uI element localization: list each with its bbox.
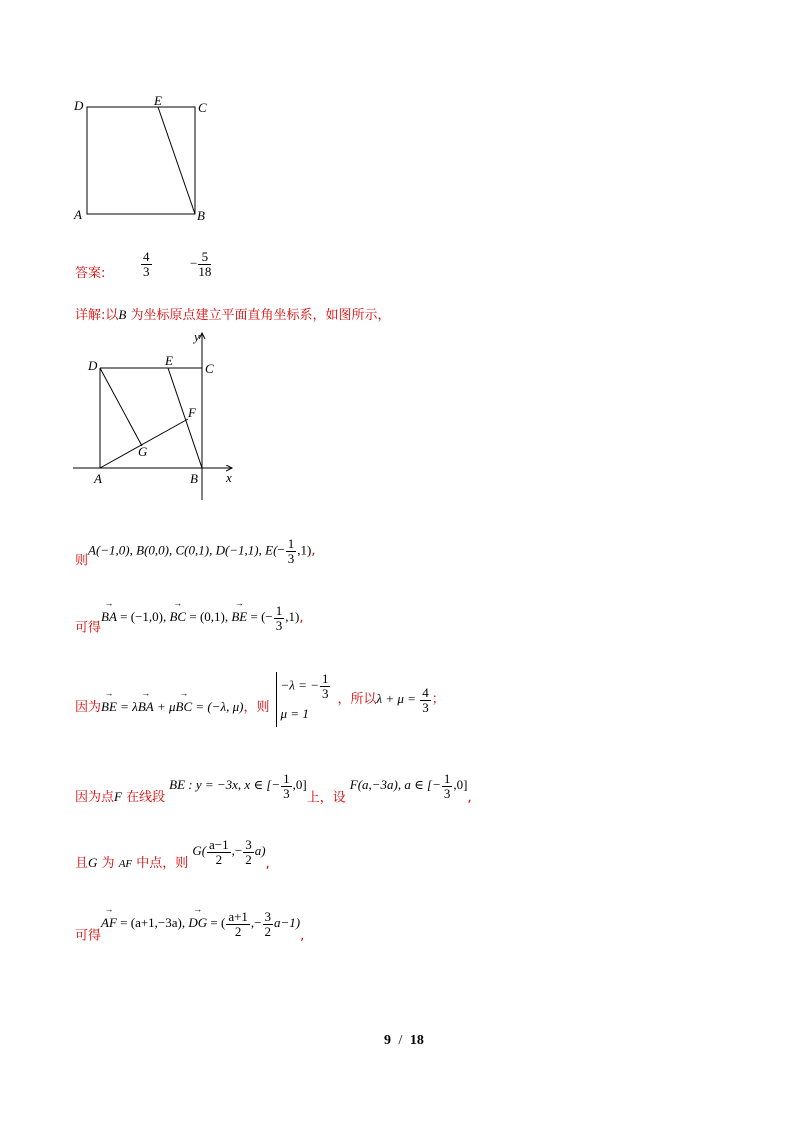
label-x: x — [226, 470, 232, 485]
l3-mid: ，则 — [243, 700, 270, 716]
l6-comma: ,− — [250, 915, 262, 931]
l5-f2-den: 2 — [245, 852, 252, 867]
l6-a: = (a+1,−3a), — [116, 915, 189, 931]
step-coordinates: $_则$A(−1,0), B(0,0), C(0,1), D(−1,1), E(− $\frac{1}{3}$ ,1), — [75, 536, 316, 569]
intro-b: B — [118, 307, 127, 322]
l5-tail: a) — [254, 843, 266, 859]
page-number — [384, 1033, 424, 1049]
l3-suffix: ； — [431, 692, 445, 708]
vec-ba: → BA — [101, 609, 117, 625]
l4-f: F — [114, 789, 122, 805]
answer-2-sign: − — [190, 255, 198, 271]
l4-frac-num: 1 — [283, 771, 290, 786]
label-e: E — [154, 93, 162, 108]
segment-eb — [168, 368, 202, 468]
answer-1-num: 4 — [143, 249, 150, 264]
l1-frac-num: 1 — [287, 536, 295, 551]
label-c: C — [198, 100, 207, 115]
segment-eb — [158, 107, 195, 214]
label-b: B — [190, 471, 198, 486]
square-outline — [87, 107, 195, 214]
equation-system — [276, 672, 332, 727]
segment-dg — [100, 368, 142, 446]
l3-res: λ + μ = — [376, 691, 420, 707]
l4-tail: ,0] — [292, 777, 307, 793]
sys1: −λ = − — [280, 677, 319, 693]
l5-comma: ,− — [231, 843, 243, 859]
label-b: B — [197, 208, 205, 223]
l2-prefix: 可得 — [75, 620, 102, 636]
sys1-den: 3 — [321, 686, 329, 701]
answer-value-2 — [190, 250, 212, 279]
l2-frac-den: 3 — [275, 618, 283, 633]
l5-af: AF — [118, 858, 133, 871]
square-figure — [70, 92, 220, 227]
label-d: D — [74, 98, 84, 113]
label-g: G — [138, 444, 148, 459]
l3-prefix: 因为 — [75, 700, 102, 716]
vec-bc: → BC — [176, 699, 193, 715]
l6-prefix: 可得 — [75, 928, 102, 944]
label-c: C — [205, 361, 214, 376]
l2-suffix: , — [299, 610, 304, 626]
l2-d: = (0,1), — [186, 609, 232, 625]
label-f: F — [188, 405, 196, 420]
l4-math: BE : y = −3x, x ∈ [− — [169, 777, 281, 793]
step-midpoint-g — [75, 838, 270, 871]
l2-b: = (−1,0), — [116, 609, 170, 625]
l1-prefix: 则 — [75, 553, 89, 569]
l6-b: = ( — [207, 915, 226, 931]
answer-value-1 — [140, 250, 153, 279]
l3-res-num: 4 — [422, 684, 429, 700]
answer-label: 答案: — [75, 266, 106, 281]
l1-frac-den: 3 — [287, 551, 295, 566]
l4-math2: F(a,−3a), a ∈ [− — [349, 777, 441, 793]
step-vectors-af-dg — [75, 910, 304, 943]
l6-suffix: , — [300, 928, 305, 944]
l1-math: A(−1,0), B(0,0), C(0,1), D(−1,1), E( — [88, 542, 278, 558]
label-d: D — [88, 358, 98, 373]
l5-mid2: 中点，则 — [136, 856, 189, 872]
l2-f: = (− — [247, 609, 273, 625]
sys1-num: 1 — [321, 671, 329, 686]
l5-mid: 为 — [101, 856, 115, 872]
l3-b: = λ — [116, 699, 138, 715]
l5-prefix: 且 — [75, 856, 89, 872]
intro-prefix: 详解:以 — [75, 308, 119, 323]
l6-f1-num: a+1 — [228, 909, 248, 924]
step-point-f — [75, 772, 472, 805]
l4-mid: 在线段 — [126, 790, 166, 806]
sys2: μ = 1 — [280, 706, 309, 721]
l4-frac2-num: 1 — [443, 771, 451, 786]
l2-tail: ,1) — [285, 609, 300, 625]
vec-af: → AF — [101, 915, 117, 931]
page-current: 9 — [384, 1033, 391, 1048]
answer-2-den: 18 — [198, 264, 212, 279]
l6-f2-den: 2 — [264, 924, 272, 939]
l5-g: G — [88, 855, 98, 871]
l4-tail2: ,0] — [453, 777, 468, 793]
answer-2-num: 5 — [198, 250, 211, 265]
l5-f1-den: 2 — [215, 852, 223, 867]
vec-be: → BE — [101, 699, 117, 715]
label-e: E — [165, 353, 173, 368]
intro-suffix: 为坐标原点建立平面直角坐标系，如图所示， — [130, 308, 391, 323]
l4-frac2-den: 3 — [443, 786, 451, 801]
l5-math: G( — [192, 843, 207, 859]
vec-ba: → BA — [138, 699, 154, 715]
l3-f: = (−λ, μ) — [192, 699, 244, 715]
l5-f1-num: a−1 — [209, 837, 229, 852]
label-a: A — [74, 207, 82, 222]
l4-mid2: 上，设 — [306, 790, 346, 806]
answer-1-den: 3 — [143, 264, 150, 279]
explanation-intro — [75, 304, 391, 323]
l4-prefix: 因为点 — [75, 790, 115, 806]
vec-be: → BE — [231, 609, 247, 625]
page-separator: / — [398, 1033, 403, 1048]
l3-res-den: 3 — [422, 699, 429, 715]
step-lambda-mu — [75, 672, 445, 727]
vec-dg: → DG — [188, 915, 207, 931]
l6-f2-num: 3 — [264, 909, 272, 924]
l4-frac-den: 3 — [283, 786, 290, 801]
l3-d: + μ — [153, 699, 176, 715]
l1-tail: ,1) — [297, 542, 312, 558]
page-total: 18 — [409, 1033, 424, 1048]
l1-suffix: , — [311, 543, 316, 559]
l4-suffix: , — [467, 790, 472, 806]
label-y: y — [194, 329, 200, 344]
coordinate-figure — [70, 328, 250, 508]
vec-bc: → BC — [169, 609, 186, 625]
l3-mid2: ，所以 — [337, 692, 377, 708]
l6-f1-den: 2 — [234, 924, 242, 939]
step-vectors — [75, 604, 303, 635]
l5-f2-num: 3 — [245, 837, 252, 852]
l5-suffix: , — [265, 856, 270, 872]
l2-frac-num: 1 — [275, 603, 283, 618]
label-a: A — [94, 471, 102, 486]
l6-tail: a−1) — [274, 915, 301, 931]
